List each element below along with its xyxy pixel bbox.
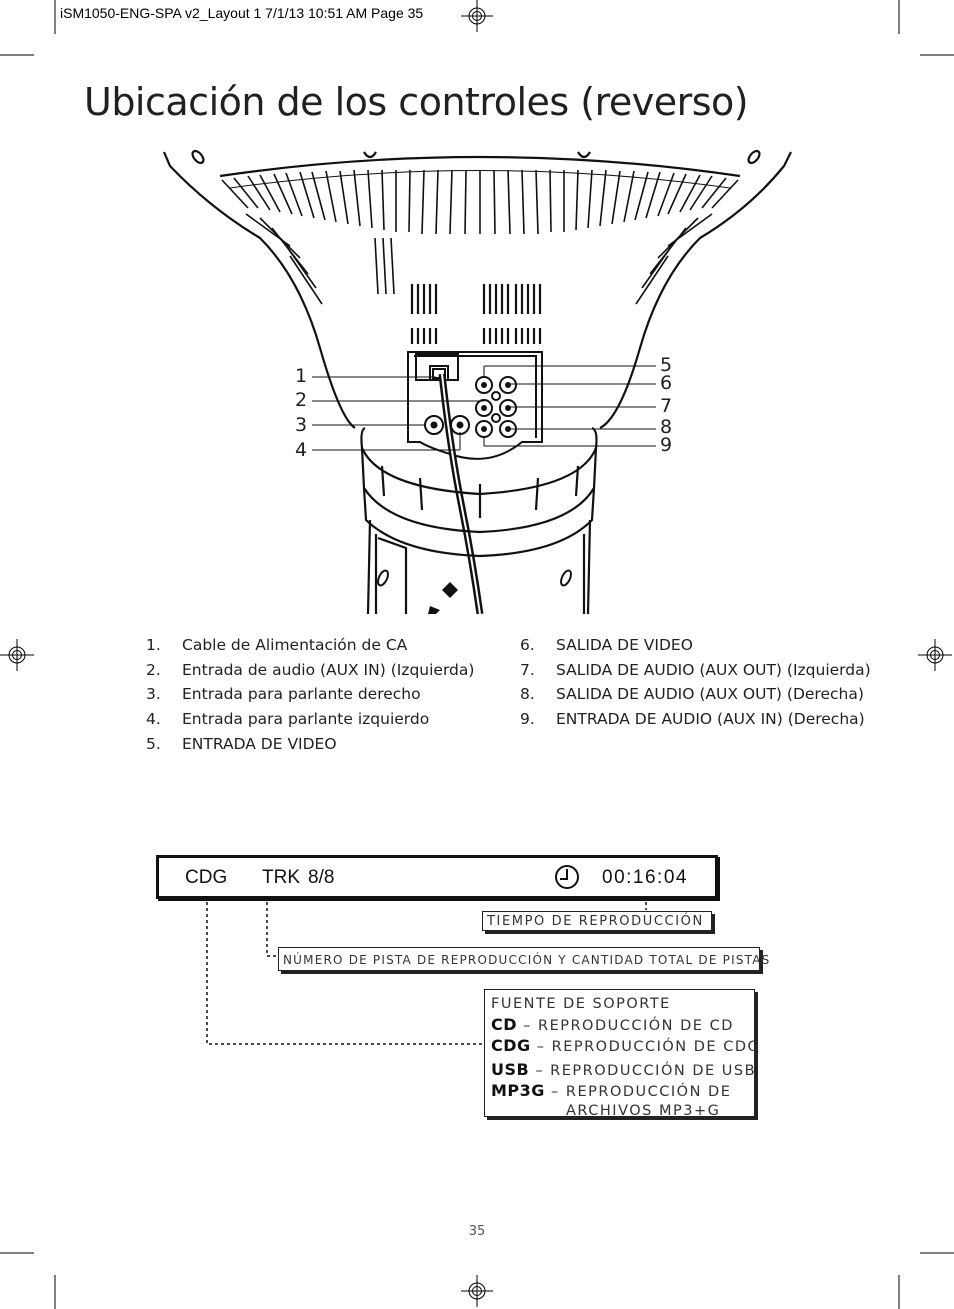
callout-7: 7 — [660, 395, 673, 417]
lcd-source: CDG — [185, 867, 228, 888]
print-slug: iSM1050-ENG-SPA v2_Layout 1 7/1/13 10:51 AM Page 35 — [60, 5, 424, 21]
callout-2: 2 — [295, 389, 308, 411]
list-item: 8. SALIDA DE AUDIO (AUX OUT) (Derecha) — [520, 685, 864, 704]
callout-5: 5 — [660, 354, 673, 376]
callout-3: 3 — [295, 414, 308, 436]
list-item: 9. ENTRADA DE AUDIO (AUX IN) (Derecha) — [520, 710, 865, 729]
list-item: 1. Cable de Alimentación de CA — [146, 636, 408, 654]
callout-4: 4 — [295, 439, 308, 461]
registration-mark-right-icon — [916, 636, 954, 674]
label-track-number: NÚMERO DE PISTA DE REPRODUCCIÓN Y CANTIDAD TOTAL DE PISTAS — [278, 947, 760, 971]
lcd-track-label: TRK — [262, 867, 300, 888]
registration-mark-left-icon — [0, 636, 36, 674]
controls-list-left — [146, 633, 474, 757]
registration-mark-bottom-icon — [457, 1272, 497, 1309]
media-source-item: CD – REPRODUCCIÓN DE CD — [491, 1014, 734, 1034]
media-source-item: USB – REPRODUCCIÓN DE USB — [491, 1059, 757, 1079]
list-item: 5. ENTRADA DE VIDEO — [146, 734, 337, 753]
callout-9: 9 — [660, 434, 673, 456]
registration-mark-top-icon — [457, 0, 497, 36]
controls-list-right — [520, 633, 871, 732]
list-item: 3. Entrada para parlante derecho — [146, 685, 421, 704]
clock-icon — [552, 864, 582, 890]
list-item: 4. Entrada para parlante izquierdo — [146, 710, 430, 729]
list-item: 7. SALIDA DE AUDIO (AUX OUT) (Izquierda) — [520, 660, 871, 679]
lcd-time: 00:16:04 — [602, 867, 688, 888]
lcd-track-value: 8/8 — [308, 867, 335, 888]
page-title: Ubicación de los controles (reverso) — [84, 80, 749, 124]
list-item: 2. Entrada de audio (AUX IN) (Izquierda) — [146, 660, 475, 679]
media-source-item: MP3G – REPRODUCCIÓN DE — [491, 1081, 732, 1100]
callout-6: 6 — [660, 372, 673, 394]
page-number: 35 — [468, 1224, 486, 1239]
callout-1: 1 — [295, 365, 308, 387]
label-play-time: TIEMPO DE REPRODUCCIÓN — [482, 911, 712, 931]
media-source-heading: FUENTE DE SOPORTE — [491, 996, 671, 1012]
media-source-item: CDG – REPRODUCCIÓN DE CDG — [491, 1036, 761, 1055]
callout-8: 8 — [660, 416, 673, 438]
media-source-item-cont: ARCHIVOS MP3+G — [566, 1102, 721, 1119]
label-media-source — [484, 989, 761, 1119]
list-item: 6. SALIDA DE VIDEO — [520, 636, 693, 654]
device-rear-illustration — [150, 148, 810, 614]
